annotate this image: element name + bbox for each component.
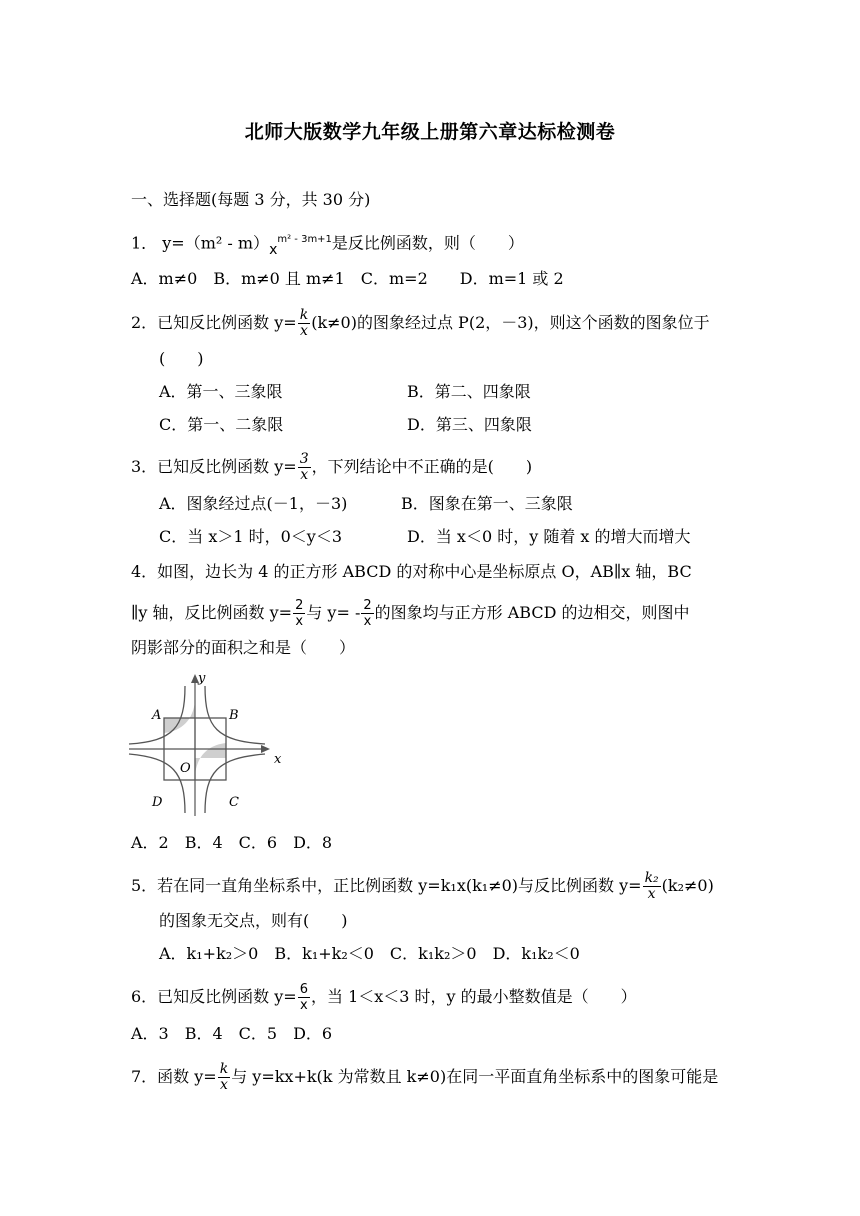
question-7: 7．函数 y= $\frac{k}{x}$ 与 y=kx+k(k 为常数且 k≠0)在同一平面直角坐标系中的图象可能是 — [131, 1061, 719, 1093]
q2-fraction: $\frac{k}{x}$ — [299, 307, 309, 339]
question-4-line-1: 4．如图，边长为 4 的正方形 ABCD 的对称中心是坐标原点 O，AB∥x 轴，BC — [131, 562, 692, 581]
label-C: C — [229, 795, 239, 810]
q2-option-a: A．第一、三象限 — [159, 382, 283, 401]
question-3: 3．已知反比例函数 y= $\frac{3}{x}$ ，下列结论中不正确的是( ) — [131, 451, 533, 483]
q3-option-b: B．图象在第一、三象限 — [401, 494, 573, 513]
q6-fraction: $\frac{6}{x}$ — [299, 982, 308, 1013]
q2-option-d: D．第三、四象限 — [407, 415, 532, 434]
q4-options: A．2 B．4 C．6 D．8 — [131, 833, 333, 852]
q5-fraction: $\frac{\text{k₂}}{x}$ — [644, 870, 659, 902]
q1-base: x — [269, 242, 278, 259]
q4-fraction-1: $\frac{2}{x}$ — [295, 598, 304, 629]
page-title: 北师大版数学九年级上册第六章达标检测卷 — [244, 121, 616, 143]
question-2: 2．已知反比例函数 y= $\frac{k}{x}$ (k≠0)的图象经过点 P(2，－3)，则这个函数的图象位于 — [131, 307, 710, 339]
q1-options: A．m≠0 B．m≠0 且 m≠1 C．m=2 D．m=1 或 2 — [131, 269, 564, 288]
label-B: B — [229, 708, 239, 723]
x-axis-arrow — [261, 745, 270, 753]
q3-option-d: D．当 x＜0 时，y 随着 x 的增大而增大 — [407, 527, 691, 546]
q2-answer-blank: ( ) — [159, 349, 204, 368]
q2-option-c: C．第一、二象限 — [159, 415, 284, 434]
shaded-region-lower-right — [195, 743, 226, 775]
label-D: D — [152, 795, 163, 810]
q4-fraction-2: $\frac{2}{x}$ — [363, 598, 372, 629]
label-A: A — [152, 708, 162, 723]
q4-figure — [127, 668, 287, 818]
label-y: y — [198, 671, 206, 686]
label-O: O — [180, 761, 191, 776]
q5-options: A．k₁+k₂＞0 B．k₁+k₂＜0 C．k₁k₂＞0 D．k₁k₂＜0 — [159, 944, 580, 963]
q6-options: A．3 B．4 C．5 D．6 — [131, 1024, 333, 1043]
section-heading: 一、选择题(每题 3 分，共 30 分) — [131, 190, 371, 209]
question-1: 1． $y=(m^2 - m)x^{m^2 - 3m+1}$是反比例函数，则（ ） — [131, 233, 524, 259]
question-5-line-2: 的图象无交点，则有( ) — [159, 911, 348, 930]
q3-fraction: $\frac{3}{x}$ — [299, 451, 309, 483]
q3-option-a: A．图象经过点(－1，－3) — [159, 494, 348, 513]
question-6: 6．已知反比例函数 y= $\frac{6}{x}$ ，当 1＜x＜3 时，y 的最小整数值是（ ） — [131, 982, 637, 1013]
question-4-line-3: 阴影部分的面积之和是（ ） — [131, 638, 356, 657]
shaded-region-upper-left — [164, 701, 195, 733]
q7-fraction: $\frac{k}{x}$ — [219, 1061, 229, 1093]
question-4-line-2: ∥y 轴，反比例函数 y= $\frac{2}{x}$ 与 y= - $\frac{2}{x}$ 的图象均与正方形 ABCD 的边相交，则图中 — [131, 598, 690, 629]
q1-exponent: m² - 3m+1 — [277, 234, 332, 245]
q2-option-b: B．第二、四象限 — [407, 382, 531, 401]
label-x: x — [274, 752, 282, 767]
question-5: 5．若在同一直角坐标系中，正比例函数 y=k₁x(k₁≠0)与反比例函数 y= $\frac{\text{k₂}}{x}$ (k₂≠0) — [131, 870, 714, 902]
q3-option-c: C．当 x＞1 时，0＜y＜3 — [159, 527, 343, 546]
